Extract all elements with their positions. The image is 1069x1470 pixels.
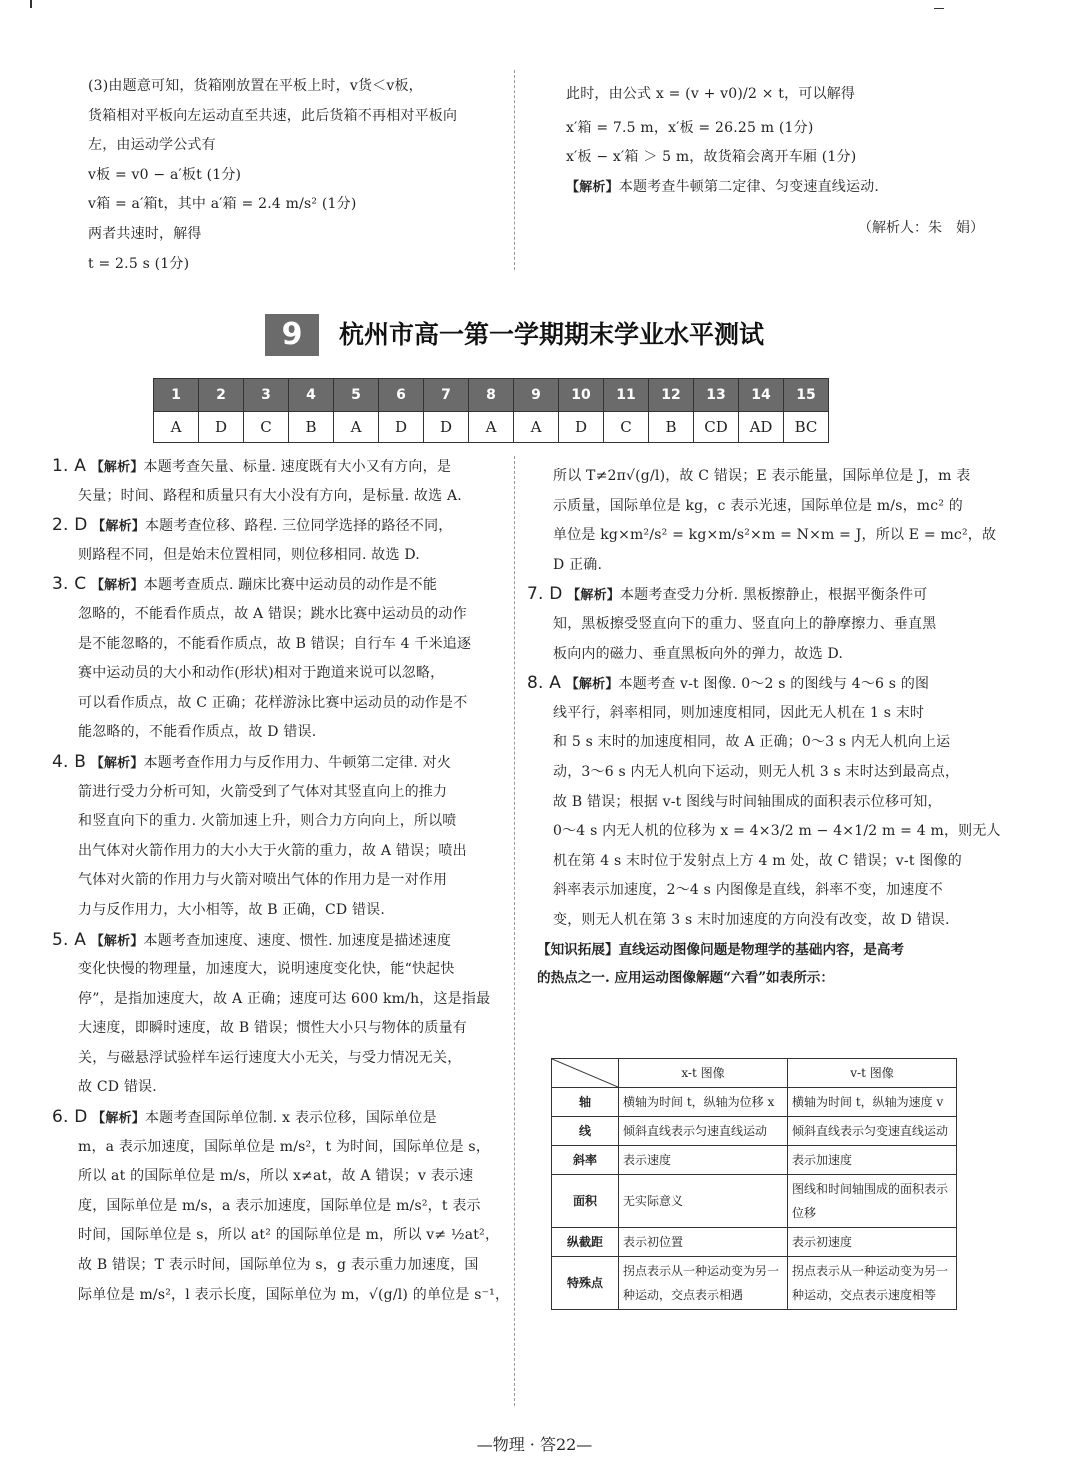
text-line: 示质量，国际单位是 kg，c 表示光速，国际单位是 m/s，mc² 的	[553, 497, 963, 514]
table-row	[552, 1257, 957, 1310]
solution-4	[52, 748, 502, 926]
question-label: 5. A	[52, 929, 87, 950]
text-line: 本题考查矢量、标量. 速度既有大小又有方向，是	[143, 459, 452, 475]
analysis-tag: 【解析】	[92, 519, 145, 535]
text-line: 是不能忽略的，不能看作质点，故 B 错误；自行车 4 千米追逐	[78, 635, 472, 652]
question-number: 13	[694, 379, 739, 412]
text-line: 本题考查位移、路程. 三位同学选择的路径不同，	[144, 518, 453, 535]
analysis-tag: 【解析】	[565, 677, 619, 693]
knowledge-extension	[527, 936, 987, 992]
text-line: 本题考查加速度、速度、惯性. 加速度是描述速度	[143, 932, 452, 949]
solution-6-continued	[527, 462, 997, 580]
row-label: 线	[552, 1117, 619, 1146]
solution-2	[52, 511, 502, 570]
table-cell: 表示速度	[619, 1146, 788, 1175]
text-line: 则路程不同，但是始末位置相同，则位移相同. 故选 D.	[78, 546, 420, 563]
analysis-text: 本题考查牛顿第二定律、匀变速直线运动.	[618, 178, 880, 195]
question-label: 8. A	[527, 673, 562, 694]
text-line: 际单位是 m/s²，l 表示长度，国际单位为 m，√(g/l) 的单位是 s⁻¹，	[78, 1286, 510, 1303]
text-line: 本题考查 v-t 图像. 0～2 s 的图线与 4～6 s 的图	[618, 676, 930, 693]
question-number: 2	[199, 379, 244, 412]
row-label: 轴	[552, 1088, 619, 1117]
analysis-tag: 【解析】	[90, 933, 144, 949]
table-cell: 无实际意义	[619, 1175, 788, 1228]
column-header: x-t 图像	[619, 1059, 788, 1088]
question-label: 1. A	[52, 456, 87, 476]
section-number-badge: 9	[265, 314, 319, 356]
question-label: 7. D	[527, 584, 563, 605]
answer-cell: D	[199, 412, 244, 443]
analysis-tag: 【解析】	[90, 460, 144, 475]
answer-cell: B	[289, 412, 334, 443]
diagonal-header-cell	[552, 1059, 619, 1088]
text-line: 赛中运动员的大小和动作(形状)相对于跑道来说可以忽略，	[78, 665, 445, 682]
text-line: 和 5 s 末时的加速度相同，故 A 正确；0～3 s 内无人机向上运	[553, 734, 951, 751]
analysis-line	[566, 173, 879, 203]
question-number: 4	[289, 379, 334, 412]
text-line: 的热点之一. 应用运动图像解题“六看”如表所示：	[537, 969, 834, 986]
answer-cell: B	[649, 412, 694, 443]
text-line: 忽略的，不能看作质点，故 A 错误；跳水比赛中运动员的动作	[78, 605, 467, 622]
text-line: v箱 = a′箱t，其中 a′箱 = 2.4 m/s² (1分)	[88, 196, 357, 213]
top-left-block	[88, 72, 457, 279]
table-row	[552, 1175, 957, 1228]
answer-cell: A	[334, 412, 379, 443]
graph-comparison-table	[551, 1058, 957, 1310]
analyst-credit: （解析人：朱 娟）	[858, 220, 984, 236]
table-cell: 表示加速度	[788, 1146, 957, 1175]
text-line: 所以 at 的国际单位是 m/s，所以 x≠at，故 A 错误；v 表示速	[78, 1168, 474, 1185]
analysis-tag: 【解析】	[567, 588, 620, 604]
answer-cell: A	[514, 412, 559, 443]
answer-cell: D	[424, 412, 469, 443]
section-header	[265, 314, 785, 356]
question-number: 14	[739, 379, 784, 412]
question-number: 10	[559, 379, 604, 412]
row-label: 面积	[552, 1175, 619, 1228]
text-line: 变化快慢的物理量，加速度大，说明速度变化快，能“快起快	[78, 961, 455, 978]
answer-cell: A	[469, 412, 514, 443]
text-line: 机在第 4 s 末时位于发射点上方 4 m 处，故 C 错误；v-t 图像的	[553, 852, 962, 869]
solution-8	[527, 669, 1001, 935]
question-label: 4. B	[52, 751, 87, 772]
text-line: 大速度，即瞬时速度，故 B 错误；惯性大小只与物体的质量有	[78, 1020, 467, 1037]
question-number: 7	[424, 379, 469, 412]
question-number: 3	[244, 379, 289, 412]
answer-cell: BC	[784, 412, 829, 443]
page-footer: —物理 · 答22—	[476, 1435, 593, 1454]
question-label: 2. D	[52, 515, 88, 536]
text-line: 货箱相对平板向左运动直至共速，此后货箱不再相对平板向	[88, 107, 458, 124]
solution-7	[527, 580, 987, 669]
answer-cell: A	[154, 412, 199, 443]
question-number: 1	[154, 379, 199, 412]
text-line: 本题考查受力分析. 黑板擦静止，根据平衡条件可	[619, 587, 928, 604]
text-line: 本题考查质点. 蹦床比赛中运动员的动作是不能	[143, 577, 438, 594]
question-number: 9	[514, 379, 559, 412]
solution-6	[52, 1103, 510, 1310]
text-line: 所以 T≠2π√(g/l)，故 C 错误；E 表示能量，国际单位是 J，m 表	[553, 468, 971, 484]
text-line: 板向内的磁力、垂直黑板向外的弹力，故选 D.	[553, 645, 844, 662]
text-line: 两者共速时，解得	[88, 225, 202, 242]
left-solutions	[52, 452, 510, 1310]
solution-1	[52, 452, 502, 511]
column-divider	[514, 456, 515, 1406]
table-cell: 表示初速度	[788, 1228, 957, 1257]
answer-table	[153, 378, 829, 443]
text-line: t = 2.5 s (1分)	[88, 255, 190, 272]
answer-table-answer-row	[154, 412, 829, 443]
crop-mark	[30, 0, 32, 8]
question-number: 5	[334, 379, 379, 412]
answer-cell: CD	[694, 412, 739, 443]
table-row	[552, 1117, 957, 1146]
top-right-block	[566, 80, 879, 202]
question-number: 15	[784, 379, 829, 412]
text-line: m，a 表示加速度，国际单位是 m/s²，t 为时间，国际单位是 s，	[78, 1138, 491, 1155]
text-line: (3)由题意可知，货箱刚放置在平板上时，v货＜v板，	[88, 78, 423, 94]
solution-3	[52, 570, 502, 748]
text-line: 可以看作质点，故 C 正确；花样游泳比赛中运动员的动作是不	[78, 694, 468, 711]
answer-cell: C	[244, 412, 289, 443]
text-line: 本题考查作用力与反作用力、牛顿第二定律. 对火	[143, 754, 452, 771]
text-line: 出气体对火箭作用力的大小大于火箭的重力，故 A 错误；喷出	[78, 842, 467, 859]
text-line: 力与反作用力，大小相等，故 B 正确，CD 错误.	[78, 901, 386, 918]
question-number: 11	[604, 379, 649, 412]
table-row	[552, 1228, 957, 1257]
text-line: 动，3～6 s 内无人机向下运动，则无人机 3 s 末时达到最高点，	[553, 763, 960, 780]
question-label: 3. C	[52, 574, 87, 595]
text-line: x′板 − x′箱 ＞ 5 m，故货箱会离开车厢 (1分)	[566, 149, 857, 166]
analysis-tag: 【解析】	[90, 755, 144, 771]
table-cell: 倾斜直线表示匀速直线运动	[619, 1117, 788, 1146]
text-line: 线平行，斜率相同，则加速度相同，因此无人机在 1 s 末时	[553, 704, 925, 721]
table-row	[552, 1146, 957, 1175]
text-line: 单位是 kg×m²/s² = kg×m/s²×m = N×m = J，所以 E = mc²，故	[553, 527, 997, 544]
text-line: 故 B 错误；根据 v-t 图线与时间轴围成的面积表示位移可知，	[553, 793, 942, 810]
analysis-tag: 【解析】	[566, 179, 619, 195]
table-header-row	[552, 1059, 957, 1088]
extension-tag: 【知识拓展】	[537, 941, 619, 958]
text-line: 0～4 s 内无人机的位移为 x = 4×3/2 m − 4×1/2 m = 4 m，则无人	[553, 823, 1001, 840]
table-cell: 横轴为时间 t，纵轴为速度 v	[788, 1088, 957, 1117]
text-line: 关，与磁悬浮试验样车运行速度大小无关，与受力情况无关，	[78, 1049, 462, 1066]
text-line: 和竖直向下的重力. 火箭加速上升，则合力方向向上，所以喷	[78, 813, 457, 830]
solution-5	[52, 926, 502, 1104]
row-label: 纵截距	[552, 1228, 619, 1257]
answer-cell: D	[379, 412, 424, 443]
text-line: 故 CD 错误.	[78, 1079, 157, 1096]
text-line: 气体对火箭的作用力与火箭对喷出气体的作用力是一对作用	[78, 872, 448, 889]
text-line: D 正确.	[553, 556, 603, 573]
answer-cell: C	[604, 412, 649, 443]
table-cell: 横轴为时间 t，纵轴为位移 x	[619, 1088, 788, 1117]
table-row	[552, 1088, 957, 1117]
text-line: 度，国际单位是 m/s，a 表示加速度，国际单位是 m/s²，t 表示	[78, 1197, 481, 1214]
text-line: 时间，国际单位是 s，所以 at² 的国际单位是 m，所以 v≠ ½at²，	[78, 1227, 500, 1244]
text-line: x′箱 = 7.5 m，x′板 = 26.25 m (1分)	[566, 119, 814, 136]
question-number: 12	[649, 379, 694, 412]
text-line: 箭进行受力分析可知，火箭受到了气体对其竖直向上的推力	[78, 783, 448, 800]
table-cell: 表示初位置	[619, 1228, 788, 1257]
column-header: v-t 图像	[788, 1059, 957, 1088]
analysis-tag: 【解析】	[92, 1111, 145, 1127]
text-line: 直线运动图像问题是物理学的基础内容，是高考	[618, 941, 905, 958]
row-label: 特殊点	[552, 1257, 619, 1310]
crop-mark	[934, 8, 944, 9]
text-line: 故 B 错误；T 表示时间，国际单位为 s，g 表示重力加速度，国	[78, 1257, 479, 1274]
text-line: 停”，是指加速度大，故 A 正确；速度可达 600 km/h，这是指最	[78, 990, 491, 1007]
text-line: 斜率表示加速度，2～4 s 内图像是直线，斜率不变，加速度不	[553, 882, 943, 899]
text-line: v板 = v0 − a′板t (1分)	[88, 166, 242, 183]
answer-cell: AD	[739, 412, 784, 443]
question-number: 8	[469, 379, 514, 412]
section-title: 杭州市高一第一学期期末学业水平测试	[339, 320, 765, 349]
text-line: 能忽略的，不能看作质点，故 D 错误.	[78, 724, 317, 741]
answer-cell: D	[559, 412, 604, 443]
table-cell: 图线和时间轴围成的面积表示位移	[788, 1175, 957, 1228]
row-label: 斜率	[552, 1146, 619, 1175]
column-divider	[514, 70, 515, 270]
analysis-tag: 【解析】	[90, 578, 144, 594]
text-line: 知，黑板擦受竖直向下的重力、竖直向上的静摩擦力、垂直黑	[553, 615, 937, 632]
answer-table-header-row	[154, 379, 829, 412]
question-number: 6	[379, 379, 424, 412]
right-solutions	[527, 462, 1001, 992]
text-line: 矢量；时间、路程和质量只有大小没有方向，是标量. 故选 A.	[78, 487, 462, 504]
diagonal-line	[552, 1059, 618, 1087]
table-cell: 拐点表示从一种运动变为另一种运动，交点表示速度相等	[788, 1257, 957, 1310]
question-label: 6. D	[52, 1107, 88, 1128]
text-line: 变，则无人机在第 3 s 末时加速度的方向没有改变，故 D 错误.	[553, 911, 950, 928]
text-line: 本题考查国际单位制. x 表示位移，国际单位是	[144, 1110, 437, 1127]
text-line: 左，由运动学公式有	[88, 137, 216, 154]
table-cell: 拐点表示从一种运动变为另一种运动，交点表示相遇	[619, 1257, 788, 1310]
table-cell: 倾斜直线表示匀变速直线运动	[788, 1117, 957, 1146]
text-line: 此时，由公式 x = (v + v0)/2 × t，可以解得	[566, 86, 856, 102]
